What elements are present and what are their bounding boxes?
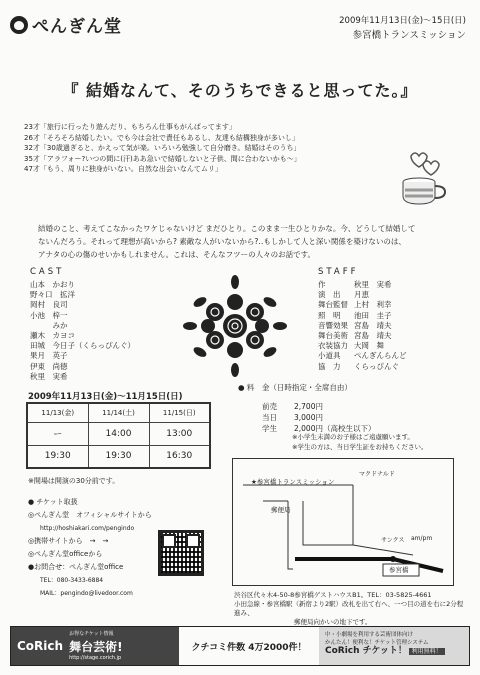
synopsis-line: 結婚のこと、考えてこなかったワケじゃないけど まだひとり。このまま一生ひとりかな。今、どうして結婚して	[38, 224, 416, 233]
corich-tagline-block	[69, 631, 122, 662]
venue-address	[234, 591, 464, 627]
staff-list	[318, 280, 407, 372]
staff-row	[318, 280, 407, 290]
cast-member: 秋里 実希	[30, 371, 68, 381]
corich-banner[interactable]	[10, 626, 470, 666]
corich-logo-sub: お得なチケット情報	[69, 630, 114, 637]
quote-item: 26才「そろそろ結婚したい。でも今は会社で責任もあるし、友達も結構独身が多いし」	[24, 133, 299, 142]
rose-ornament-icon	[180, 272, 290, 380]
staff-name: 秋里 実希	[354, 280, 392, 289]
staff-name: 月恵	[354, 290, 369, 300]
quote-item: 23才「旅行に行ったり遊んだり、もちろん仕事もがんばってます」	[24, 123, 236, 131]
cast-member: 瀬木 カヨコ	[30, 331, 75, 341]
staff-heading: STAFF	[318, 267, 359, 277]
map-label-mcdonalds: マクドナルド	[359, 471, 395, 478]
map-label-station: 参宮橋	[389, 566, 409, 574]
free-badge: 利用無料！	[409, 648, 445, 655]
price-value: 2,700円	[294, 402, 323, 411]
price-notes	[292, 432, 427, 452]
price-heading: ● 料 金（日時指定・全席自由）	[238, 383, 352, 392]
official-site-text: ◎ぺんぎん堂 オフィシャルサイトから	[28, 511, 152, 519]
staff-role: 演 出	[318, 290, 341, 300]
synopsis-line: ないんだろう。それって理想が高いから? 素敵な人がいないから?‥もしかして人と深い関係を築けないのは、	[38, 237, 406, 246]
map-label-venue: ★参宮橋トランスミッション	[251, 478, 335, 486]
price-label: 前売	[262, 402, 277, 411]
price-list	[262, 401, 375, 434]
staff-row	[318, 300, 407, 310]
staff-row	[318, 331, 407, 341]
staff-name: ぺんぎんらんど	[354, 351, 407, 361]
schedule-cell: 16:30	[149, 445, 210, 468]
schedule-day: 11/14(土)	[88, 403, 149, 422]
staff-role: 衣装協力	[318, 341, 348, 351]
staff-name: 大岡 舞	[354, 341, 384, 351]
map-label-ampm: am/pm	[411, 535, 433, 542]
staff-role: 協 力	[318, 361, 341, 371]
schedule-cell: 14:00	[88, 422, 149, 445]
access-map	[232, 458, 454, 586]
staff-name: 宮島 靖夫	[354, 320, 392, 330]
price-label: 当日	[262, 413, 277, 422]
coffee-cup-icon	[395, 148, 457, 208]
office-text: ◎ぺんぎん堂officeから	[28, 550, 103, 558]
staff-role: 照 明	[318, 310, 341, 320]
corich-logo: CoRich	[17, 639, 64, 653]
event-dates: 2009年11月13日(金)〜15日(日)	[339, 16, 466, 26]
staff-row	[318, 311, 407, 321]
ticket-info	[28, 496, 152, 600]
synopsis-line: アナタの心の傷のせいかもしれません。これは、そんなフツーの人々のお話です。	[38, 250, 315, 259]
cast-member: 小池 梓一	[30, 310, 68, 320]
staff-role: 舞台監督	[318, 300, 348, 310]
play-title: 『 結婚なんて、そのうちできると思ってた。』	[62, 81, 418, 100]
staff-row	[318, 321, 407, 331]
qr-code-icon	[158, 530, 204, 576]
address-line: 渋谷区代々木4-50-8参宮橋ゲストハウスB1。TEL：03-5825-4661	[234, 591, 432, 599]
staff-row	[318, 362, 407, 372]
corich-tagline: 舞台芸術!	[69, 639, 123, 654]
cast-member: 田城 今日子（くらっぴんぐ）	[30, 341, 135, 351]
cast-list	[30, 280, 135, 382]
staff-row	[318, 290, 407, 300]
staff-role: 小道具	[318, 351, 341, 361]
quote-item: 32才「30歳過ぎると、かえって気が楽。いろいろ勉強して自分磨き。結婚はそのうち」	[24, 144, 301, 152]
staff-row	[318, 341, 407, 351]
cast-member: 山本 かおり	[30, 280, 75, 289]
price-row	[262, 401, 375, 412]
schedule-day: 11/15(日)	[149, 403, 210, 422]
staff-role: 作	[318, 280, 326, 289]
map-label-sunkus: サンクス	[381, 537, 405, 544]
logo-text: ぺんぎん堂	[32, 17, 122, 37]
cast-member: 果月 英子	[30, 351, 68, 361]
price-value: 3,000円	[294, 413, 323, 422]
quote-item: 35才「アラフォー?いつの間に(汗)ああ急いで結婚しないと子供、間に合わないかも〜」	[24, 154, 301, 163]
schedule-cell: 19:30	[88, 445, 149, 468]
cast-member: 岡村 良司	[30, 300, 68, 310]
staff-role: 音響効果	[318, 320, 348, 330]
staff-name: 宮島 靖夫	[354, 331, 392, 341]
contact-text: ●お問合せ：ぺんぎん堂office	[28, 563, 124, 571]
ticket-heading: ● チケット取扱	[28, 498, 78, 506]
address-line: 郵便局向かいの地下です。	[294, 618, 372, 626]
staff-name: くらっぴんぐ	[354, 361, 399, 371]
quote-list	[24, 122, 301, 175]
staff-row	[318, 351, 407, 361]
staff-name: 上村 利幸	[354, 300, 392, 310]
contact-phone: TEL：080-3433-6884	[40, 577, 104, 584]
ticket-ad-title: CoRich チケット！	[325, 646, 407, 656]
cast-member: みか	[30, 320, 68, 330]
penguin-logo-icon	[10, 16, 28, 34]
cast-heading: CAST	[30, 267, 65, 277]
corich-banner-left	[11, 627, 179, 665]
quote-item: 47才「もう、周りに独身がいない。自然な出会いなんてムリ」	[24, 165, 222, 173]
mobile-site-text: ◎携帯サイトから → →	[28, 537, 109, 545]
staff-role: 舞台美術	[318, 331, 348, 341]
schedule-cell: ー	[27, 422, 88, 445]
review-count: クチコミ件数 4万2000件！	[191, 642, 307, 653]
schedule-note: ※開場は開演の30分前です。	[28, 477, 120, 485]
synopsis	[38, 222, 458, 261]
price-row	[262, 412, 375, 423]
price-label: 学生	[262, 424, 277, 433]
corich-ticket-ad	[319, 627, 469, 665]
event-venue: 参宮橋トランスミッション	[352, 30, 466, 42]
ticket-ad-line: 中・小劇場を利用する芸術団体向け	[325, 632, 414, 638]
ticket-ad-line: かんたん！便利な！チケット管理システム	[325, 640, 429, 646]
price-note: ※学生の方は、当日学生証をお持ちください。	[292, 443, 428, 451]
contact-mail[interactable]: MAIL：pengindo@livedoor.com	[40, 590, 133, 597]
logo	[10, 12, 122, 37]
event-header	[339, 14, 466, 45]
staff-name: 池田 圭子	[354, 310, 392, 320]
schedule-cell: 13:00	[149, 422, 210, 445]
price-note: ※小学生未満のお子様はご遠慮願います。	[292, 433, 414, 441]
cast-member: 野々口 拡洋	[30, 290, 75, 300]
schedule-day: 11/13(金)	[27, 403, 88, 422]
map-label-post-office: 郵便局	[271, 506, 291, 514]
schedule-table	[26, 402, 211, 469]
official-site-link[interactable]: http://hoshiakari.com/pengindo	[40, 525, 135, 532]
cast-member: 伊東 尚徳	[30, 361, 68, 371]
schedule-title: 2009年11月13日(金)〜11月15日(日)	[28, 392, 183, 402]
schedule-cell: 19:30	[27, 445, 88, 468]
corich-url[interactable]: http://stage.corich.jp	[69, 654, 122, 661]
price-value: 2,000円（高校生以下）	[294, 424, 376, 433]
address-line: 小田急線・参宮橋駅（新宿より2駅）改札を出て右へ、一つ目の道を右に2分程進み、	[234, 600, 464, 617]
